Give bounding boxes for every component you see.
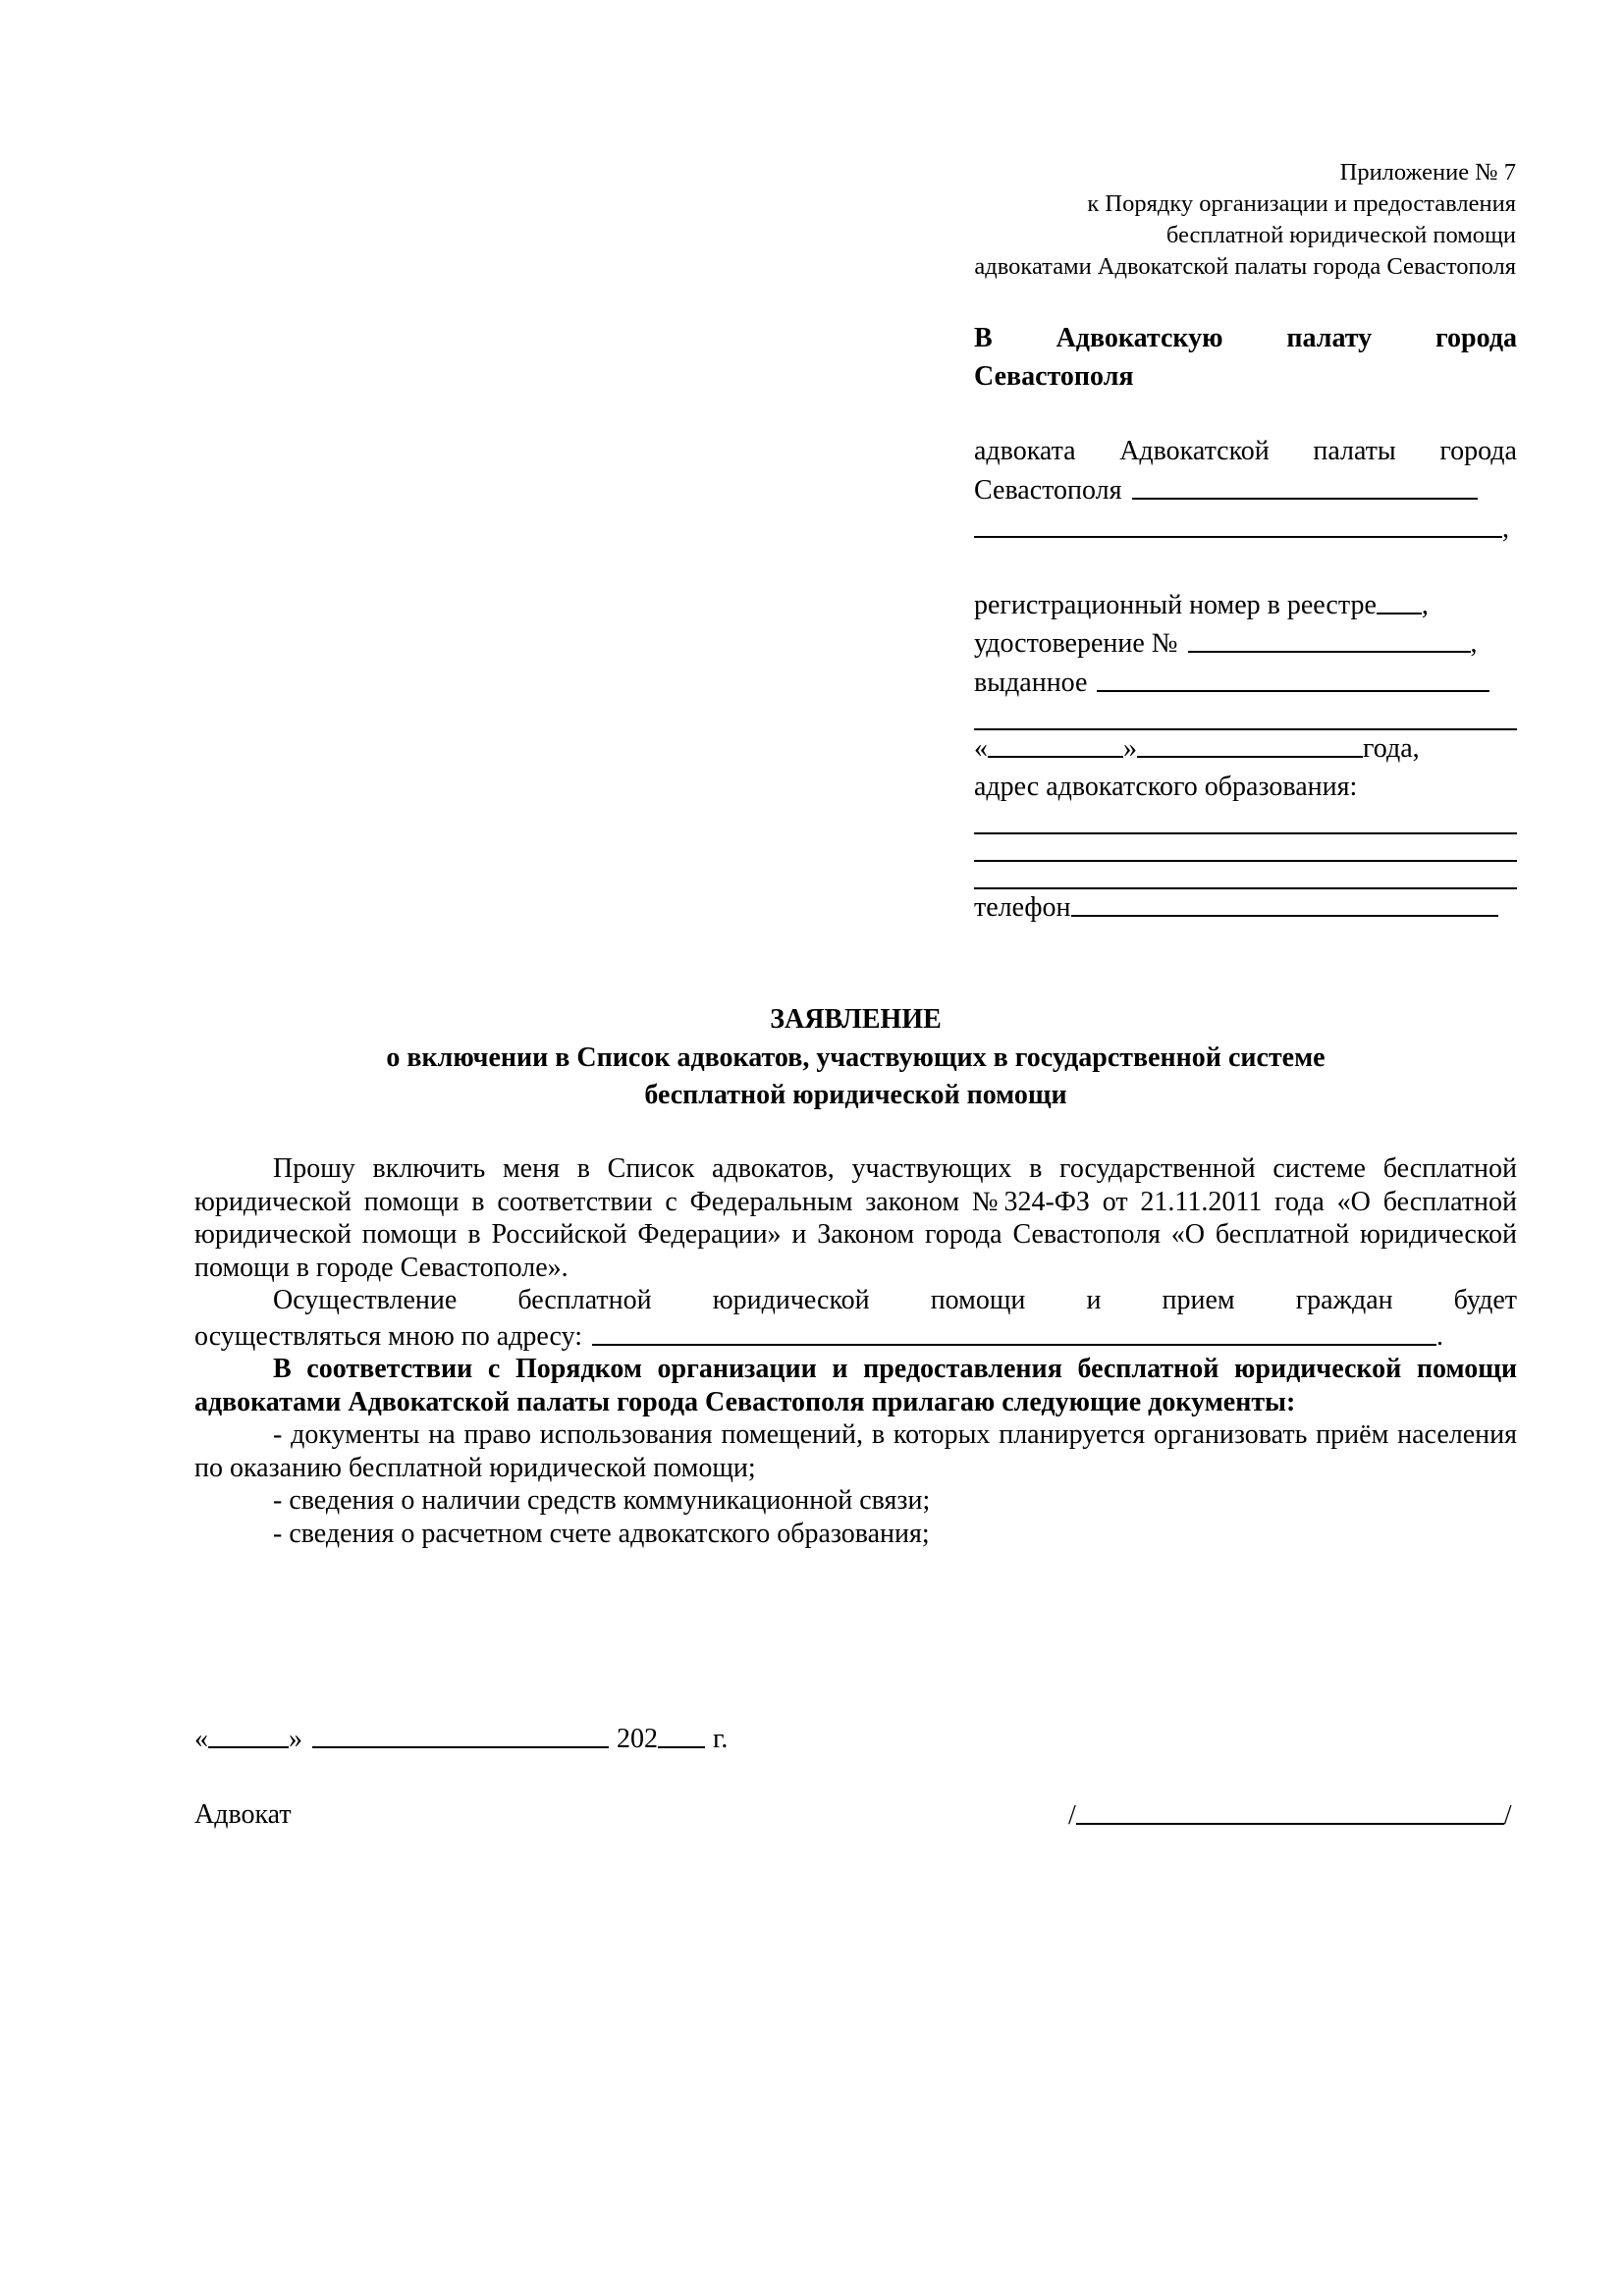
appendix-line: к Порядку организации и предоставления: [1087, 190, 1516, 217]
comma: ,: [1421, 589, 1429, 620]
registry-number-field[interactable]: [1377, 587, 1422, 614]
phone-field[interactable]: [1071, 889, 1498, 917]
issue-day-field[interactable]: [988, 730, 1123, 758]
issued-by-field-2[interactable]: [974, 703, 1517, 730]
comma: ,: [1502, 513, 1509, 544]
document-title: [194, 1001, 1517, 1115]
recipient-word: палату: [1286, 323, 1373, 353]
sender-city-label: Севастополя: [974, 474, 1122, 506]
addressee-block: [974, 320, 1517, 928]
year-abbrev: г.: [713, 1724, 729, 1754]
credentials-block: [974, 586, 1517, 928]
signature-date: [194, 1720, 728, 1758]
slash: /: [1068, 1800, 1076, 1831]
comma: ,: [1470, 628, 1478, 659]
registry-number-label: регистрационный номер в реестре: [974, 589, 1377, 620]
address-field-1[interactable]: [974, 807, 1517, 834]
year-prefix: 202: [617, 1724, 658, 1754]
advocate-name-field[interactable]: [1132, 472, 1478, 500]
close-quote: »: [1123, 733, 1137, 764]
sign-month-field[interactable]: [312, 1721, 609, 1748]
sender-word: Адвокатской: [1119, 436, 1270, 466]
year-suffix: года,: [1363, 733, 1420, 764]
service-address-label: осуществляться мною по адресу:: [194, 1320, 582, 1352]
title-subtitle: бесплатной юридической помощи: [644, 1080, 1067, 1110]
service-address-paragraph: Осуществление бесплатной юридической помощи и прием граждан будет: [273, 1285, 1517, 1315]
sign-year-field[interactable]: [658, 1721, 705, 1748]
sender-block: [974, 433, 1517, 549]
sender-word: города: [1439, 436, 1517, 466]
recipient-word: Адвокатскую: [1056, 323, 1223, 353]
service-address-line: [194, 1317, 1517, 1354]
phone-label: телефон: [974, 892, 1071, 923]
certificate-number-field[interactable]: [1188, 625, 1471, 653]
request-paragraph: Прошу включить меня в Список адвокатов, участвующих в государственной системе бесплатной юридической помощи в соответствии с Федеральным законом №324-ФЗ от 21.11.2011 года «О бесплатной юридической помощи в Российской Федерации» и Законом города Севастополя «О бесплатной юридической помощи в городе Севастополе».: [194, 1153, 1517, 1283]
title-heading: ЗАЯВЛЕНИЕ: [770, 1004, 942, 1035]
appendix-line: бесплатной юридической помощи: [1165, 222, 1516, 248]
certificate-label: удостоверение №: [974, 628, 1178, 659]
sender-word: палаты: [1313, 436, 1396, 466]
appendix-line: адвокатами Адвокатской палаты города Севастополя: [974, 253, 1516, 280]
recipient-city: Севастополя: [974, 360, 1134, 392]
bar-office-address-label: адрес адвокатского образования:: [974, 771, 1358, 802]
service-address-field[interactable]: [592, 1318, 1436, 1346]
recipient: [974, 320, 1517, 396]
period: .: [1436, 1320, 1443, 1352]
open-quote: «: [974, 733, 988, 764]
recipient-word: В: [974, 323, 993, 353]
document-body: [194, 1152, 1517, 1550]
sign-day-field[interactable]: [208, 1721, 289, 1748]
issue-month-year-field[interactable]: [1137, 730, 1363, 758]
recipient-word: города: [1435, 323, 1517, 353]
close-quote: »: [289, 1724, 302, 1754]
signature-block: [1068, 1796, 1512, 1835]
appendix-header: [731, 157, 1516, 283]
attachment-item: - сведения о наличии средств коммуникационной связи;: [273, 1485, 931, 1516]
signature-field[interactable]: [1076, 1797, 1504, 1825]
title-subtitle: о включении в Список адвокатов, участвующих в государственной системе: [386, 1041, 1326, 1073]
attachments-intro: В соответствии с Порядком организации и предоставления бесплатной юридической помощи адвокатами Адвокатской палаты города Севастополя прилагаю следующие документы:: [194, 1354, 1517, 1417]
attachment-item: - сведения о расчетном счете адвокатского образования;: [273, 1518, 930, 1549]
sender-word: адвоката: [974, 436, 1076, 466]
appendix-number: Приложение № 7: [1339, 159, 1516, 186]
open-quote: «: [194, 1724, 208, 1754]
advocate-label: Адвокат: [194, 1799, 292, 1830]
issued-by-field[interactable]: [1097, 665, 1489, 692]
issued-by-label: выданное: [974, 667, 1088, 698]
address-field-2[interactable]: [974, 834, 1517, 862]
slash: /: [1503, 1800, 1512, 1831]
advocate-name-field-2[interactable]: [974, 510, 1502, 538]
address-field-3[interactable]: [974, 862, 1517, 889]
attachment-item: - документы на право использования помещений, в которых планируется организовать приём населения по оказанию бесплатной юридической помощи;: [194, 1419, 1517, 1483]
